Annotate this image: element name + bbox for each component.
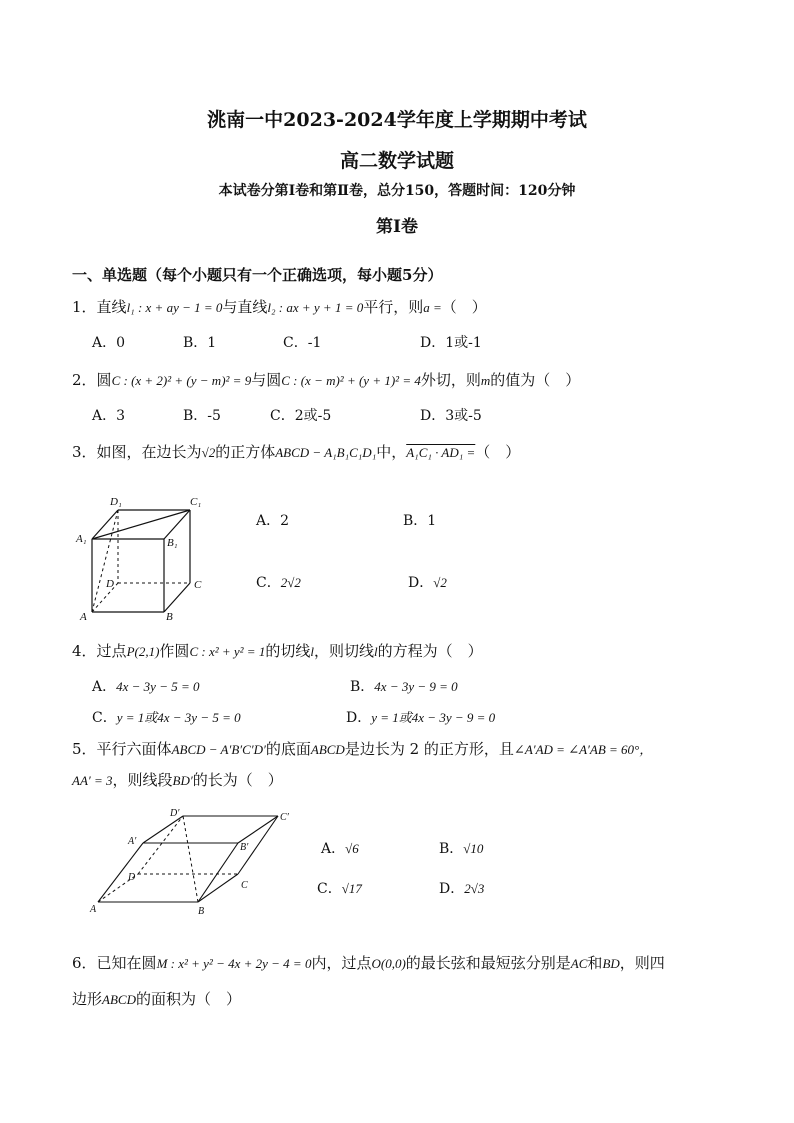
label-b1: B₁ bbox=[167, 537, 178, 549]
exam-subtitle: 高二数学试题 bbox=[339, 150, 454, 172]
label-c: C bbox=[241, 880, 248, 891]
exam-info: 本试卷分第Ⅰ卷和第Ⅱ卷，总分150，答题时间：120分钟 bbox=[218, 183, 576, 199]
q5-option-d[interactable]: D．2√3 bbox=[439, 881, 485, 897]
q1-option-a[interactable]: A．0 bbox=[92, 335, 126, 351]
label-c: C bbox=[194, 579, 202, 591]
question-4: 4．过点P(2,1)作圆C : x² + y² = 1的切线l，则切线l的方程为（ ） bbox=[72, 642, 483, 660]
diagonal-a1-c1 bbox=[92, 510, 190, 539]
q1-option-b[interactable]: B．1 bbox=[183, 335, 217, 351]
label-d1: D₁ bbox=[110, 496, 122, 508]
question-1: 1．直线l₁ : x + ay − 1 = 0与直线l₂ : ax + y + 1 = 0平行，则a =（ ） bbox=[72, 298, 487, 316]
label-d-prime: D′ bbox=[170, 808, 180, 819]
label-b: B bbox=[198, 906, 205, 917]
q2-option-c[interactable]: C．2或-5 bbox=[270, 408, 332, 424]
question-6: 6．已知在圆M : x² + y² − 4x + 2y − 4 = 0内，过点O(0,0)的最长弦和最短弦分别是AC和BD，则四 bbox=[72, 954, 665, 972]
parallelepiped-figure bbox=[88, 806, 298, 918]
label-c1: C₁ bbox=[190, 496, 202, 508]
label-a-prime: A′ bbox=[128, 836, 137, 847]
q4-option-c[interactable]: C．y = 1或4x − 3y − 5 = 0 bbox=[92, 710, 241, 726]
q5-option-c[interactable]: C．√17 bbox=[317, 881, 362, 897]
segment-b-d-prime bbox=[183, 816, 198, 902]
q1-option-c[interactable]: C．-1 bbox=[283, 335, 322, 351]
label-a: A bbox=[80, 611, 87, 623]
question-5-line2: AA′ = 3，则线段BD′的长为（ ） bbox=[72, 771, 283, 789]
label-b: B bbox=[166, 611, 173, 623]
part-title: 第Ⅰ卷 bbox=[376, 217, 418, 237]
q3-option-c[interactable]: C．2√2 bbox=[256, 575, 301, 591]
section-heading: 一、单选题（每个小题只有一个正确选项，每小题5分） bbox=[72, 266, 443, 284]
q3-option-d[interactable]: D．√2 bbox=[408, 575, 447, 591]
q2-option-a[interactable]: A．3 bbox=[92, 408, 126, 424]
q4-option-b[interactable]: B．4x − 3y − 9 = 0 bbox=[350, 679, 458, 695]
q2-option-d[interactable]: D．3或-5 bbox=[420, 408, 482, 424]
question-6-line2: 边形ABCD的面积为（ ） bbox=[72, 990, 241, 1008]
q3-option-a[interactable]: A．2 bbox=[256, 513, 290, 529]
q5-option-b[interactable]: B．√10 bbox=[439, 841, 484, 857]
label-c-prime: C′ bbox=[280, 812, 289, 823]
label-b-prime: B′ bbox=[240, 842, 249, 853]
cube-figure bbox=[72, 492, 212, 624]
q5-option-a[interactable]: A．√6 bbox=[321, 841, 359, 857]
question-5: 5．平行六面体ABCD − A′B′C′D′的底面ABCD是边长为 2 的正方形，且∠A′AD = ∠A′AB = 60°， bbox=[72, 740, 653, 758]
q1-option-d[interactable]: D．1或-1 bbox=[420, 335, 482, 351]
q4-option-d[interactable]: D．y = 1或4x − 3y − 9 = 0 bbox=[346, 710, 496, 726]
label-a: A bbox=[90, 904, 97, 915]
exam-title: 洮南一中2023-2024学年度上学期期中考试 bbox=[207, 109, 587, 131]
q2-option-b[interactable]: B．-5 bbox=[183, 408, 221, 424]
question-2: 2．圆C : (x + 2)² + (y − m)² = 9与圆C : (x − m)² + (y + 1)² = 4外切，则m的值为（ ） bbox=[72, 371, 581, 389]
q3-option-b[interactable]: B．1 bbox=[403, 513, 437, 529]
label-d: D bbox=[106, 578, 114, 590]
label-d: D bbox=[128, 872, 136, 883]
label-a1: A₁ bbox=[76, 533, 87, 545]
q4-option-a[interactable]: A．4x − 3y − 5 = 0 bbox=[92, 679, 200, 695]
question-3: 3．如图，在边长为√2的正方体ABCD − A₁B₁C₁D₁中，A₁C₁ · AD₁ =（ ） bbox=[72, 443, 521, 461]
